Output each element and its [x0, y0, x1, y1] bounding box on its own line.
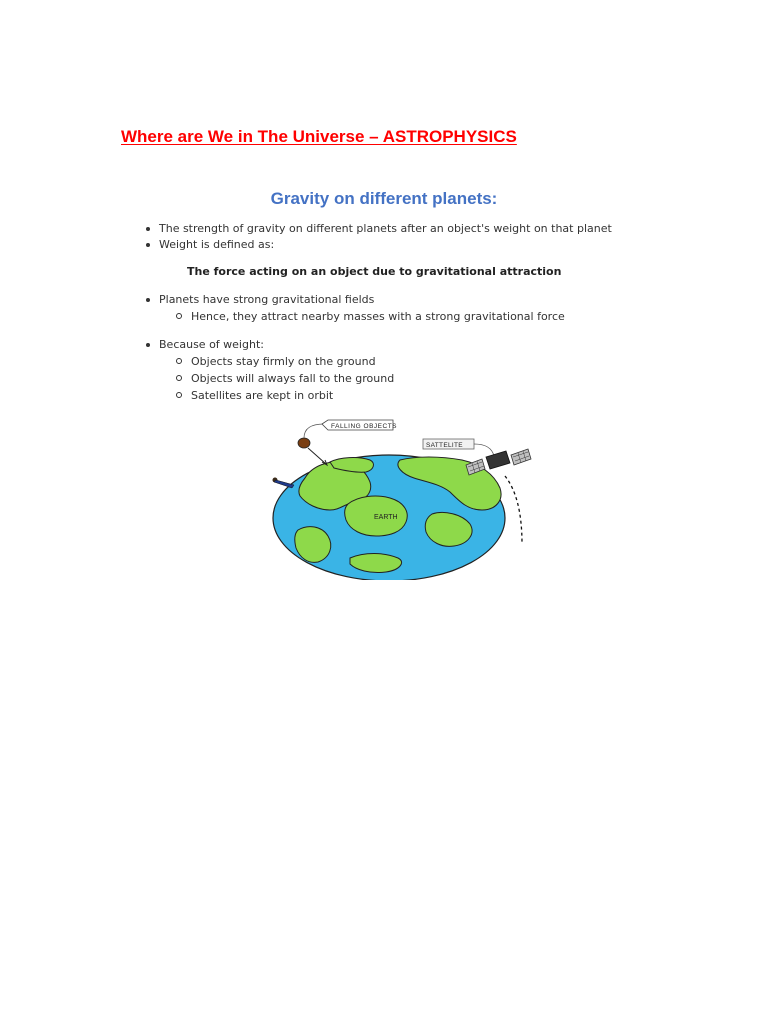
falling-objects-label: FALLING OBJECTS [331, 423, 398, 430]
list-item: Planets have strong gravitational fields [145, 292, 625, 308]
bullet-list [145, 221, 625, 253]
gravity-diagram [200, 418, 568, 580]
list-subitem: Objects stay firmly on the ground [145, 353, 625, 370]
satellite-icon [466, 449, 531, 475]
diagram-svg [200, 418, 568, 580]
connector-line [304, 424, 324, 438]
list-item: The strength of gravity on different planets after an object's weight on that planet [145, 221, 625, 237]
connector-line [474, 444, 494, 456]
satellite-label: SATTELITE [426, 442, 463, 449]
list-item: Because of weight: [145, 337, 625, 353]
page-header: Where are We in The Universe – ASTROPHYSICS [121, 127, 517, 146]
list-subitem: Hence, they attract nearby masses with a strong gravitational force [145, 308, 625, 325]
content-body [145, 221, 625, 404]
falling-object-icon [298, 438, 327, 465]
list-subitem: Satellites are kept in orbit [145, 387, 625, 404]
definition-text: The force acting on an object due to gravitational attraction [187, 265, 562, 278]
list-item: Weight is defined as: [145, 237, 625, 253]
orbit-path [505, 476, 522, 544]
bullet-list [145, 292, 625, 325]
section-title: Gravity on different planets: [270, 189, 498, 208]
list-subitem: Objects will always fall to the ground [145, 370, 625, 387]
bullet-list [145, 337, 625, 404]
person-icon [273, 478, 295, 489]
earth-label: EARTH [374, 514, 398, 521]
